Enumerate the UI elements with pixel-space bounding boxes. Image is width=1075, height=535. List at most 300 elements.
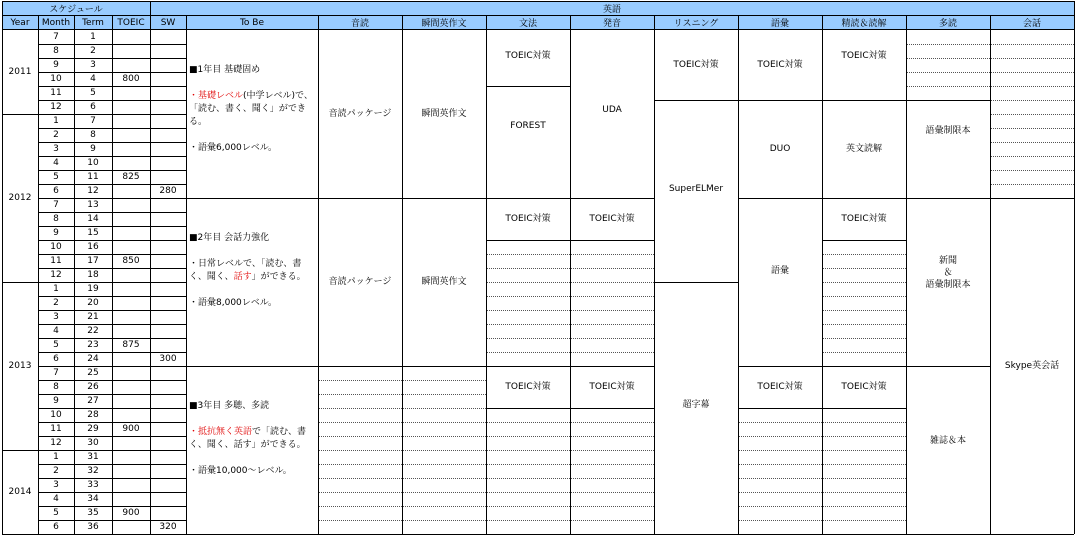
- goi-toeic-cell: TOEIC対策: [757, 60, 803, 70]
- toeic-score: [112, 268, 150, 282]
- month-cell: 2: [53, 466, 59, 476]
- goal-highlight: ・抵抗無く英語: [189, 427, 253, 437]
- dotted-gridline: [823, 520, 906, 521]
- spacer: [189, 284, 315, 297]
- term-cell: 30: [87, 438, 99, 448]
- toeic-score: [112, 296, 150, 310]
- term-cell: 3: [90, 60, 96, 70]
- month-cell: 6: [53, 186, 59, 196]
- sw-score: 320: [159, 522, 177, 532]
- seidoku-toeic-cell: TOEIC対策: [841, 214, 887, 224]
- toeic-score: 850: [122, 256, 140, 266]
- toeic-score: [112, 478, 150, 492]
- dotted-gridline: [403, 380, 486, 381]
- month-cell: 5: [53, 508, 59, 518]
- year-label: 2012: [8, 193, 32, 203]
- seidoku-toeic-cell: TOEIC対策: [841, 51, 887, 61]
- term-cell: 21: [87, 312, 99, 322]
- goal-highlight: ・基礎レベル: [189, 91, 244, 101]
- month-cell: 11: [50, 424, 62, 434]
- column-header-ondoku: 音読: [318, 16, 402, 29]
- sw-score: 280: [159, 186, 177, 196]
- toeic-score: [112, 142, 150, 156]
- toeic-score: [112, 58, 150, 72]
- dotted-gridline: [319, 422, 402, 423]
- month-cell: 11: [50, 88, 62, 98]
- dotted-gridline: [487, 436, 570, 437]
- dotted-gridline: [907, 72, 990, 73]
- spacer: [189, 77, 315, 90]
- sw-score: [150, 492, 186, 506]
- hatsuon-toeic-cell: TOEIC対策: [589, 382, 635, 392]
- spacer: [189, 452, 315, 465]
- dotted-gridline: [571, 506, 654, 507]
- dotted-gridline: [487, 492, 570, 493]
- column-header-term: Term: [74, 16, 112, 29]
- column-header-kaiwa: 会話: [990, 16, 1074, 29]
- toeic-score: [112, 128, 150, 142]
- toeic-score: [112, 380, 150, 394]
- sw-score: [150, 114, 186, 128]
- tadoku-cell: 語彙制限本: [925, 126, 971, 136]
- term-cell: 4: [90, 74, 96, 84]
- spacer: [189, 129, 315, 142]
- term-cell: 35: [87, 508, 99, 518]
- dotted-gridline: [571, 310, 654, 311]
- toeic-score: [112, 366, 150, 380]
- dotted-gridline: [907, 86, 990, 87]
- listening-toeic-cell: TOEIC対策: [673, 60, 719, 70]
- dotted-gridline: [823, 506, 906, 507]
- toeic-score: [112, 450, 150, 464]
- term-cell: 24: [87, 354, 99, 364]
- term-cell: 32: [87, 466, 99, 476]
- toeic-score: [112, 436, 150, 450]
- column-header-tadoku: 多読: [906, 16, 990, 29]
- toeic-score: [112, 520, 150, 534]
- sw-score: [150, 86, 186, 100]
- duo-cell: DUO: [769, 144, 791, 154]
- toeic-score: [112, 226, 150, 240]
- dotted-gridline: [991, 128, 1074, 129]
- sw-score: [150, 142, 186, 156]
- dotted-gridline: [403, 422, 486, 423]
- ondoku-cell: 音読パッケージ: [328, 277, 392, 287]
- dotted-gridline: [823, 324, 906, 325]
- year-label: 2013: [8, 361, 32, 371]
- month-cell: 1: [53, 284, 59, 294]
- sw-score: [150, 296, 186, 310]
- tadoku-cell: 雑誌＆本: [929, 436, 966, 446]
- dotted-gridline: [991, 72, 1074, 73]
- dotted-gridline: [487, 520, 570, 521]
- month-cell: 10: [50, 242, 62, 252]
- month-cell: 4: [53, 494, 59, 504]
- dotted-gridline: [991, 184, 1074, 185]
- dotted-gridline: [991, 114, 1074, 115]
- dotted-gridline: [571, 436, 654, 437]
- to-be-goal: [189, 258, 315, 284]
- dotted-gridline: [991, 170, 1074, 171]
- term-cell: 27: [87, 396, 99, 406]
- toeic-score: [112, 86, 150, 100]
- month-cell: 7: [53, 200, 59, 210]
- month-cell: 8: [53, 46, 59, 56]
- ondoku-cell: 音読パッケージ: [328, 109, 392, 119]
- sw-score: [150, 422, 186, 436]
- dotted-gridline: [403, 394, 486, 395]
- month-cell: 6: [53, 354, 59, 364]
- dotted-gridline: [739, 506, 822, 507]
- column-header-shunkan-eisakubun: 瞬間英作文: [402, 16, 486, 29]
- dotted-gridline: [319, 492, 402, 493]
- gridline: [150, 1, 151, 15]
- to-be-goal: [189, 90, 315, 129]
- term-cell: 11: [87, 172, 99, 182]
- term-cell: 12: [87, 186, 99, 196]
- dotted-gridline: [319, 408, 402, 409]
- month-cell: 4: [53, 326, 59, 336]
- dotted-gridline: [823, 492, 906, 493]
- gridline: [738, 408, 822, 409]
- dotted-gridline: [739, 478, 822, 479]
- month-cell: 9: [53, 396, 59, 406]
- dotted-gridline: [487, 422, 570, 423]
- gridline: [486, 240, 570, 241]
- month-cell: 6: [53, 522, 59, 532]
- term-cell: 36: [87, 522, 99, 532]
- month-cell: 5: [53, 172, 59, 182]
- dotted-gridline: [823, 310, 906, 311]
- toeic-score: [112, 324, 150, 338]
- sw-score: [150, 212, 186, 226]
- dotted-gridline: [991, 58, 1074, 59]
- dotted-gridline: [571, 352, 654, 353]
- dotted-gridline: [991, 156, 1074, 157]
- superelmer-cell: SuperELMer: [668, 184, 724, 194]
- dotted-gridline: [319, 478, 402, 479]
- dotted-gridline: [571, 464, 654, 465]
- to-be-title: ■3年目 多聴、多読: [189, 401, 270, 411]
- to-be-vocab: ・語彙10,000～レベル。: [189, 466, 292, 476]
- goal-text: で「読む、書く、聞く、話す」ができる。: [189, 427, 307, 450]
- dotted-gridline: [487, 282, 570, 283]
- spacer: [189, 245, 315, 258]
- month-cell: 5: [53, 340, 59, 350]
- gridline: [822, 240, 906, 241]
- toeic-score: 900: [122, 508, 140, 518]
- term-cell: 13: [87, 200, 99, 210]
- term-cell: 28: [87, 410, 99, 420]
- term-cell: 33: [87, 480, 99, 490]
- to-be-title: ■2年目 会話力強化: [189, 233, 270, 243]
- dotted-gridline: [991, 44, 1074, 45]
- gridline: [570, 408, 654, 409]
- month-cell: 11: [50, 256, 62, 266]
- term-cell: 25: [87, 368, 99, 378]
- month-cell: 12: [50, 270, 62, 280]
- toeic-score: 800: [122, 74, 140, 84]
- sw-score: [150, 310, 186, 324]
- to-be-vocab: ・語彙6,000レベル。: [189, 143, 278, 153]
- gridline: [570, 240, 654, 241]
- to-be-vocab: ・語彙8,000レベル。: [189, 298, 278, 308]
- month-cell: 1: [53, 452, 59, 462]
- dotted-gridline: [487, 296, 570, 297]
- english-header: 英語: [150, 1, 1074, 15]
- goi-cell: 語彙: [770, 266, 789, 276]
- term-cell: 19: [87, 284, 99, 294]
- bunpo-toeic-cell: TOEIC対策: [505, 51, 551, 61]
- month-cell: 2: [53, 130, 59, 140]
- sw-score: [150, 198, 186, 212]
- dotted-gridline: [823, 268, 906, 269]
- sw-score: [150, 436, 186, 450]
- month-cell: 1: [53, 116, 59, 126]
- dotted-gridline: [487, 254, 570, 255]
- goi-toeic-cell: TOEIC対策: [757, 382, 803, 392]
- shunkan-cell: 瞬間英作文: [421, 277, 467, 287]
- month-cell: 12: [50, 438, 62, 448]
- toeic-score: [112, 394, 150, 408]
- gridline: [186, 15, 187, 534]
- dotted-gridline: [823, 296, 906, 297]
- term-cell: 6: [90, 102, 96, 112]
- month-cell: 10: [50, 74, 62, 84]
- tadoku-text: 新聞: [938, 256, 957, 266]
- column-header-bunpo: 文法: [486, 16, 570, 29]
- dotted-gridline: [487, 324, 570, 325]
- sw-score: [150, 268, 186, 282]
- toeic-score: [112, 100, 150, 114]
- month-cell: 10: [50, 410, 62, 420]
- dotted-gridline: [991, 86, 1074, 87]
- column-header-year: Year: [2, 16, 38, 29]
- dotted-gridline: [487, 478, 570, 479]
- term-cell: 34: [87, 494, 99, 504]
- term-cell: 8: [90, 130, 96, 140]
- dotted-gridline: [823, 436, 906, 437]
- dotted-gridline: [571, 478, 654, 479]
- column-header-hatsuon: 発音: [570, 16, 654, 29]
- month-cell: 9: [53, 228, 59, 238]
- dotted-gridline: [571, 450, 654, 451]
- toeic-score: [112, 114, 150, 128]
- seidoku-toeic-cell: TOEIC対策: [841, 382, 887, 392]
- month-cell: 12: [50, 102, 62, 112]
- gridline: [822, 408, 906, 409]
- column-header-month: Month: [38, 16, 74, 29]
- month-cell: 8: [53, 382, 59, 392]
- sw-score: [150, 240, 186, 254]
- toeic-score: [112, 30, 150, 44]
- toeic-score: [112, 464, 150, 478]
- month-cell: 8: [53, 214, 59, 224]
- dotted-gridline: [403, 436, 486, 437]
- toeic-score: [112, 184, 150, 198]
- dotted-gridline: [739, 450, 822, 451]
- dotted-gridline: [487, 464, 570, 465]
- dotted-gridline: [823, 254, 906, 255]
- dotted-gridline: [739, 464, 822, 465]
- toeic-score: [112, 492, 150, 506]
- dotted-gridline: [823, 450, 906, 451]
- dotted-gridline: [739, 436, 822, 437]
- dotted-gridline: [571, 492, 654, 493]
- dotted-gridline: [571, 254, 654, 255]
- column-header-to-be: To Be: [186, 16, 318, 29]
- dotted-gridline: [403, 464, 486, 465]
- to-be-block: [189, 400, 315, 478]
- sw-score: [150, 380, 186, 394]
- dotted-gridline: [739, 492, 822, 493]
- sw-score: [150, 72, 186, 86]
- dotted-gridline: [403, 450, 486, 451]
- term-cell: 22: [87, 326, 99, 336]
- shunkan-cell: 瞬間英作文: [421, 109, 467, 119]
- schedule-header: スケジュール: [2, 1, 150, 15]
- to-be-block: [189, 64, 315, 155]
- chojimaku-cell: 超字幕: [682, 400, 710, 410]
- uda-cell: UDA: [602, 105, 622, 115]
- term-cell: 9: [90, 144, 96, 154]
- sw-score: [150, 58, 186, 72]
- tadoku-text: ＆: [943, 268, 953, 278]
- dotted-gridline: [907, 44, 990, 45]
- sw-score: [150, 464, 186, 478]
- dotted-gridline: [571, 268, 654, 269]
- month-cell: 3: [53, 480, 59, 490]
- tadoku-cell: [906, 198, 990, 366]
- term-cell: 18: [87, 270, 99, 280]
- sw-score: [150, 366, 186, 380]
- term-cell: 17: [87, 256, 99, 266]
- month-cell: 7: [53, 32, 59, 42]
- eibun-cell: 英文読解: [845, 144, 882, 154]
- dotted-gridline: [319, 380, 402, 381]
- dotted-gridline: [907, 58, 990, 59]
- year-label: 2011: [8, 67, 32, 77]
- column-header-goi: 語彙: [738, 16, 822, 29]
- to-be-block: [189, 232, 315, 310]
- sw-score: [150, 408, 186, 422]
- toeic-score: [112, 282, 150, 296]
- month-cell: 3: [53, 312, 59, 322]
- to-be-goal: [189, 426, 315, 452]
- goal-text: (中学レベル)で、「読む、書く、聞く」ができる。: [189, 91, 313, 127]
- hatsuon-toeic-cell: TOEIC対策: [589, 214, 635, 224]
- term-cell: 7: [90, 116, 96, 126]
- year-label: 2014: [8, 487, 32, 497]
- dotted-gridline: [487, 352, 570, 353]
- dotted-gridline: [319, 450, 402, 451]
- month-cell: 4: [53, 158, 59, 168]
- term-cell: 14: [87, 214, 99, 224]
- sw-score: [150, 450, 186, 464]
- sw-score: [150, 128, 186, 142]
- column-header-seidoku: 精読＆読解: [822, 16, 906, 29]
- dotted-gridline: [487, 268, 570, 269]
- term-cell: 5: [90, 88, 96, 98]
- toeic-score: [112, 212, 150, 226]
- dotted-gridline: [319, 394, 402, 395]
- term-cell: 10: [87, 158, 99, 168]
- toeic-score: [112, 198, 150, 212]
- dotted-gridline: [319, 520, 402, 521]
- sw-score: [150, 254, 186, 268]
- dotted-gridline: [823, 352, 906, 353]
- dotted-gridline: [487, 338, 570, 339]
- dotted-gridline: [571, 296, 654, 297]
- column-header-toeic: TOEIC: [112, 16, 150, 29]
- dotted-gridline: [739, 520, 822, 521]
- sw-score: [150, 44, 186, 58]
- goal-text: ・日常レベルで、「読む、書く、聞く、: [189, 259, 302, 282]
- dotted-gridline: [487, 310, 570, 311]
- dotted-gridline: [571, 282, 654, 283]
- toeic-score: [112, 156, 150, 170]
- sw-score: [150, 170, 186, 184]
- to-be-title: ■1年目 基礎固め: [189, 65, 261, 75]
- tadoku-text: 語彙制限本: [925, 280, 971, 290]
- sw-score: [150, 226, 186, 240]
- toeic-score: 875: [122, 340, 140, 350]
- spacer: [189, 413, 315, 426]
- term-cell: 16: [87, 242, 99, 252]
- dotted-gridline: [823, 422, 906, 423]
- sw-score: 300: [159, 354, 177, 364]
- sw-score: [150, 324, 186, 338]
- term-cell: 1: [90, 32, 96, 42]
- dotted-gridline: [403, 520, 486, 521]
- kaiwa-cell: Skype英会話: [1004, 361, 1060, 371]
- goal-text: 」ができる。: [251, 272, 306, 282]
- dotted-gridline: [403, 492, 486, 493]
- toeic-score: 825: [122, 172, 140, 182]
- sw-score: [150, 30, 186, 44]
- toeic-score: [112, 310, 150, 324]
- gridline: [318, 366, 402, 367]
- dotted-gridline: [487, 450, 570, 451]
- term-cell: 20: [87, 298, 99, 308]
- column-header-listening: リスニング: [654, 16, 738, 29]
- sw-score: [150, 156, 186, 170]
- dotted-gridline: [823, 282, 906, 283]
- sw-score: [150, 506, 186, 520]
- toeic-score: [112, 240, 150, 254]
- dotted-gridline: [403, 506, 486, 507]
- term-cell: 23: [87, 340, 99, 350]
- dotted-gridline: [571, 422, 654, 423]
- month-cell: 7: [53, 368, 59, 378]
- dotted-gridline: [403, 478, 486, 479]
- month-cell: 2: [53, 298, 59, 308]
- dotted-gridline: [823, 338, 906, 339]
- dotted-gridline: [991, 100, 1074, 101]
- dotted-gridline: [739, 422, 822, 423]
- gridline: [402, 366, 486, 367]
- dotted-gridline: [571, 338, 654, 339]
- term-cell: 26: [87, 382, 99, 392]
- toeic-score: 900: [122, 424, 140, 434]
- dotted-gridline: [319, 464, 402, 465]
- sw-score: [150, 282, 186, 296]
- toeic-score: [112, 44, 150, 58]
- bunpo-toeic-cell: TOEIC対策: [505, 382, 551, 392]
- gridline: [2, 1, 1074, 2]
- dotted-gridline: [991, 142, 1074, 143]
- term-cell: 31: [87, 452, 99, 462]
